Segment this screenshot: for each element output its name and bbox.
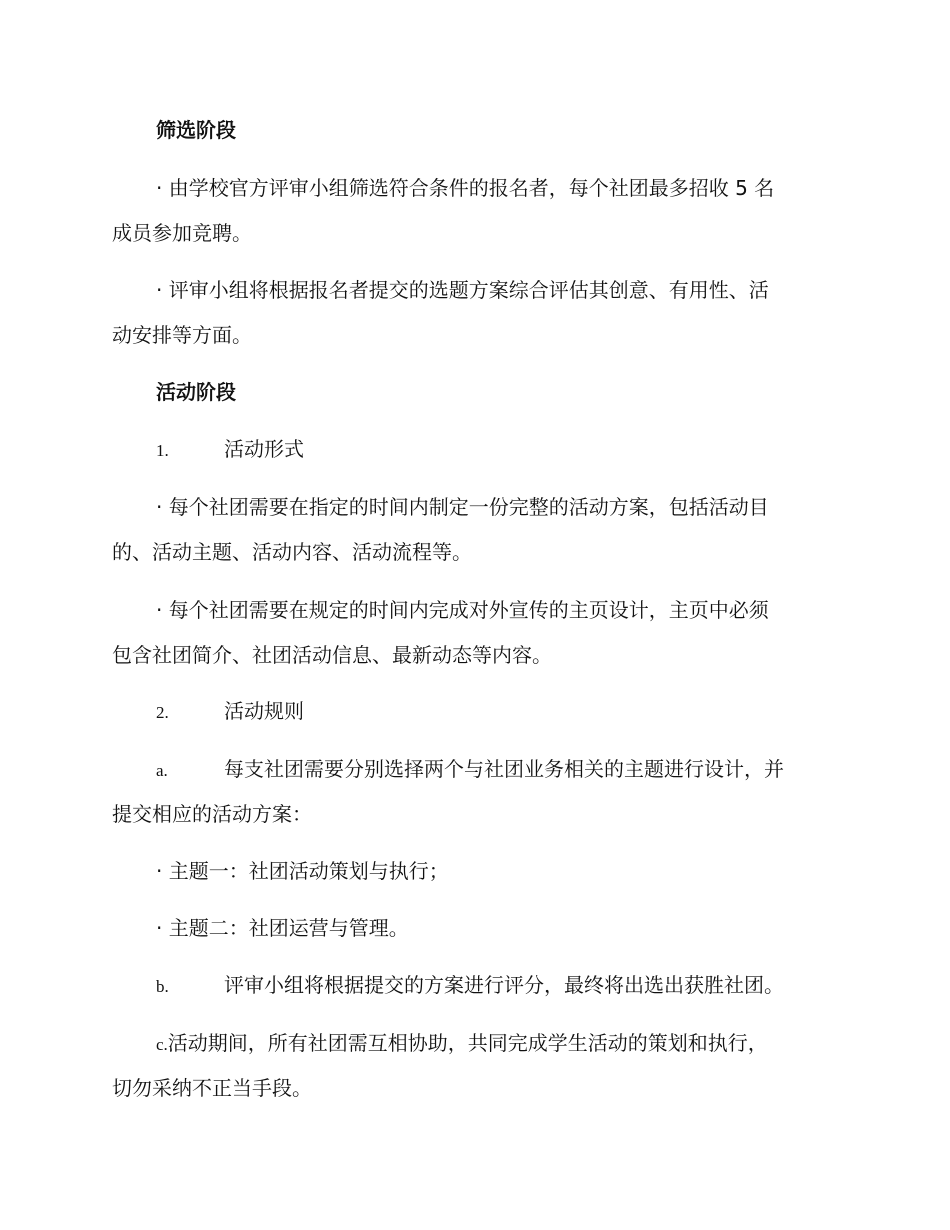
list-letter: b. (156, 977, 169, 996)
topic-item: · 主题二：社团运营与管理。 (156, 916, 409, 940)
paragraph-line: 提交相应的活动方案： (112, 802, 312, 826)
rule-item-b (156, 971, 834, 1001)
list-letter: a. (156, 761, 168, 780)
paragraph-line: 包含社团简介、社团活动信息、最新动态等内容。 (112, 643, 552, 667)
rule-item-a (156, 755, 834, 785)
list-letter: c. (156, 1035, 168, 1054)
paragraph-line: 成员参加竞聘。 (112, 221, 252, 245)
paragraph-line: · 由学校官方评审小组筛选符合条件的报名者，每个社团最多招收 5 名 (156, 176, 775, 200)
section-heading-screening: 筛选阶段 (156, 118, 236, 142)
list-number: 2. (156, 703, 169, 722)
paragraph-line: · 每个社团需要在规定的时间内完成对外宣传的主页设计，主页中必须 (156, 598, 769, 622)
section-heading-activity: 活动阶段 (156, 380, 236, 404)
list-item-title: 活动规则 (224, 699, 304, 723)
paragraph-line: 的、活动主题、活动内容、活动流程等。 (112, 540, 472, 564)
rule-text: 每支社团需要分别选择两个与社团业务相关的主题进行设计，并 (224, 757, 784, 781)
rule-item-c (156, 1029, 834, 1059)
topic-item: · 主题一：社团活动策划与执行； (156, 859, 449, 883)
numbered-item-form (156, 435, 834, 465)
paragraph-line: · 评审小组将根据报名者提交的选题方案综合评估其创意、有用性、活 (156, 278, 769, 302)
rule-text: 活动期间，所有社团需互相协助，共同完成学生活动的策划和执行， (167, 1031, 768, 1055)
list-number: 1. (156, 441, 169, 460)
numbered-item-rules (156, 697, 834, 727)
paragraph-line: 切勿采纳不正当手段。 (112, 1076, 312, 1100)
rule-text: 评审小组将根据提交的方案进行评分，最终将出选出获胜社团。 (224, 973, 784, 997)
paragraph-line: · 每个社团需要在指定的时间内制定一份完整的活动方案，包括活动目 (156, 495, 769, 519)
list-item-title: 活动形式 (224, 437, 304, 461)
paragraph-line: 动安排等方面。 (112, 323, 252, 347)
